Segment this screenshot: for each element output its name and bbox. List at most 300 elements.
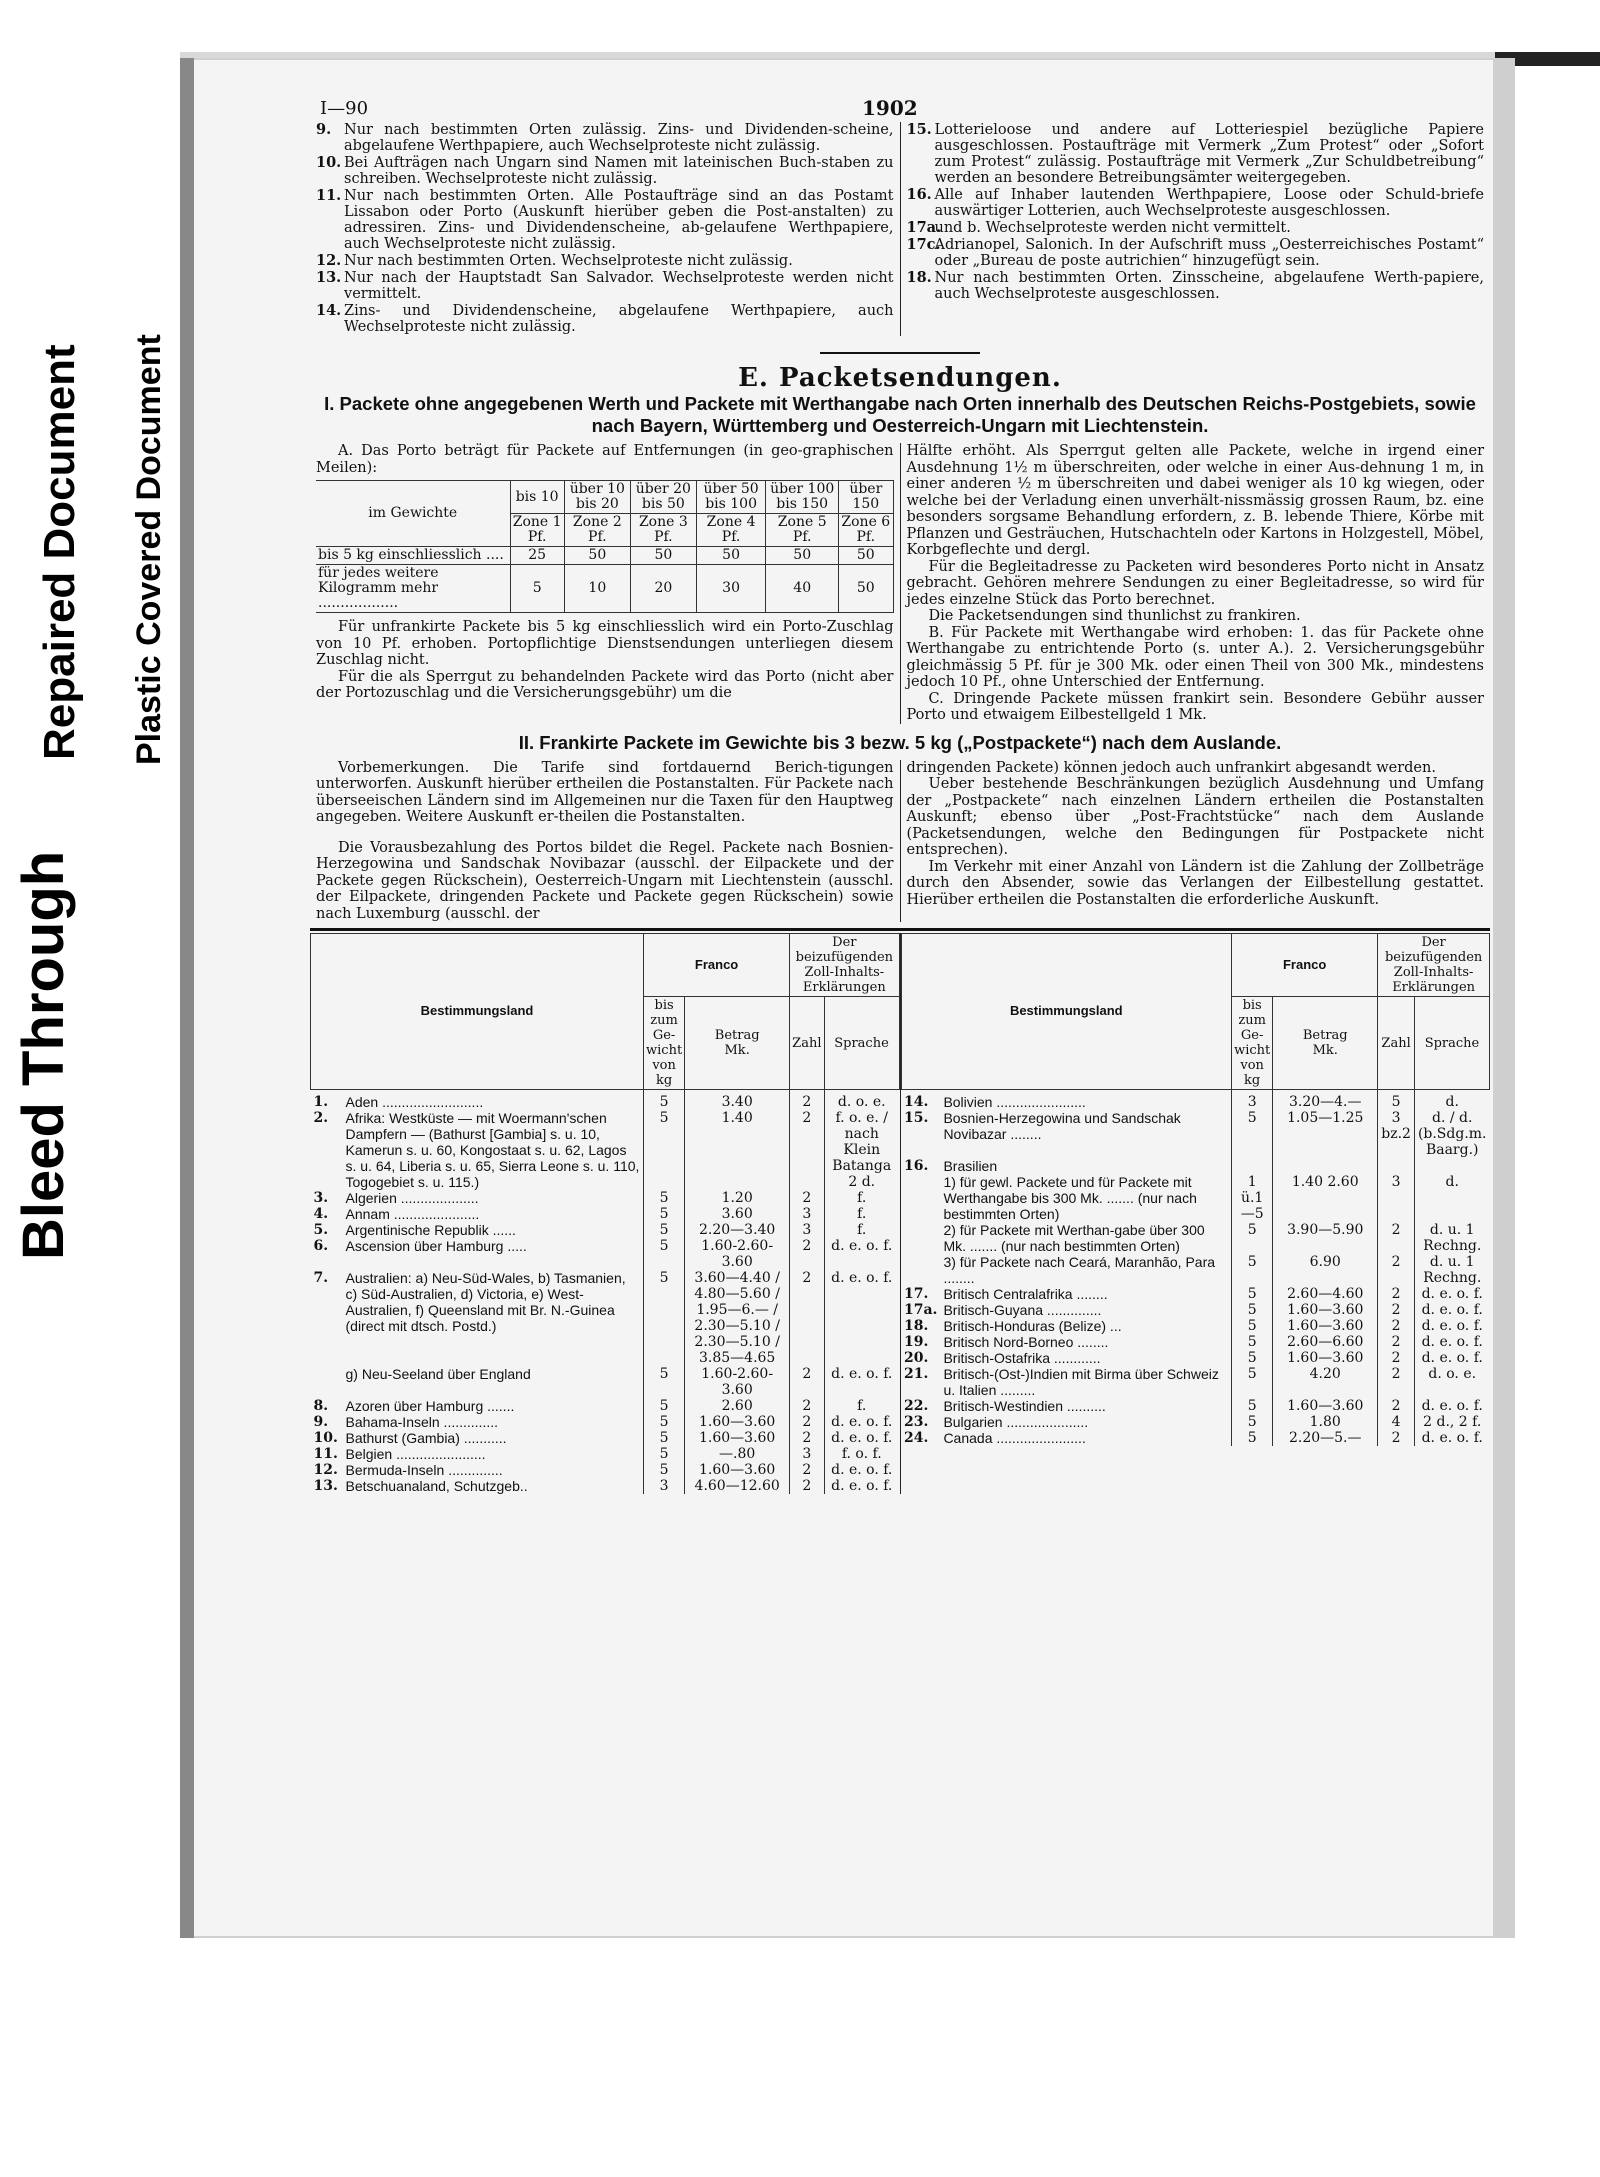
footnote	[907, 187, 1485, 219]
row-number: 16.	[904, 1158, 929, 1174]
col-mk	[1273, 997, 1378, 1090]
table-row	[311, 1090, 900, 1111]
count-cell: 2	[1378, 1222, 1415, 1254]
country-name: Azoren über Hamburg .......	[345, 1398, 515, 1414]
zone-name: Zone 5 Pf.	[766, 514, 839, 547]
paragraph: Für die Begleitadresse zu Packeten wird besonderes Porto nicht in Ansatz gebracht. Gehören mehrere Sendungen zu einer Begleitadresse, so wird für jedes einzelne Stück das Porto berechnet.	[906, 558, 1484, 608]
zone-name: Zone 6 Pf.	[839, 514, 893, 547]
amount-cell: 1.40 2.60	[1273, 1174, 1378, 1222]
zone-cell: 50	[696, 547, 765, 565]
weight-cell: 5	[644, 1398, 685, 1414]
paragraph: dringenden Packete) können jedoch auch unfrankirt abgesandt werden.	[906, 759, 1436, 776]
footnote-text: Nur nach der Hauptstadt San Salvador. Wechselproteste werden nicht vermittelt.	[344, 270, 894, 302]
amount-cell: 3.60—4.40 / 4.80—5.60 / 1.95—6.— / 2.30—5.10 / 2.30—5.10 / 3.85—4.65	[685, 1270, 790, 1366]
table-row	[901, 1334, 1490, 1350]
amount-cell: 1.60—3.60	[685, 1414, 790, 1430]
col-franco: Franco	[1232, 934, 1378, 997]
col-zoll: Der beizufügenden Zoll-Inhalts-Erklärungen	[790, 934, 899, 997]
footnote-text: Bei Aufträgen nach Ungarn sind Namen mit lateinischen Buch-staben zu schreiben. Wechselproteste nicht zulässig.	[344, 155, 894, 187]
col-zahl: Zahl	[790, 997, 824, 1090]
zone-name: Zone 3 Pf.	[630, 514, 696, 547]
country-name: Britisch-Guyana ..............	[943, 1302, 1102, 1318]
side-labels	[0, 0, 175, 1300]
language-cell: d. u. 1 Rechng.	[1414, 1222, 1489, 1254]
table-row	[901, 1318, 1490, 1334]
count-cell: 2	[1378, 1318, 1415, 1334]
row-number: 6.	[313, 1238, 329, 1254]
count-cell: 2	[790, 1414, 824, 1430]
language-cell: d. u. 1 Rechng.	[1414, 1254, 1489, 1286]
language-cell: f. o. f.	[824, 1446, 899, 1462]
row-number: 18.	[904, 1318, 929, 1334]
subsection-1-title: I. Packete ohne angegebenen Werth und Packete mit Werthangabe nach Orten innerhalb des Deutschen Reichs-Postgebiets, sowie nach Bayern, Württemberg und Oesterreich-Ungarn mit Liechtenstein.	[324, 393, 1476, 436]
row-number: 20.	[904, 1350, 929, 1366]
weight-cell: 5	[1232, 1318, 1273, 1334]
col-mk	[685, 997, 790, 1090]
footnote-number: 14.	[316, 302, 342, 319]
language-cell: f.	[824, 1398, 899, 1414]
betrag-label: Betrag	[714, 1028, 760, 1043]
country-name: g) Neu-Seeland über England	[345, 1366, 531, 1382]
count-cell: 2	[1378, 1430, 1415, 1446]
amount-cell: 2.60	[685, 1398, 790, 1414]
row-number: 21.	[904, 1366, 929, 1382]
count-cell: 2	[790, 1398, 824, 1414]
count-cell: 2	[790, 1270, 824, 1366]
mk-label: Mk.	[1312, 1043, 1338, 1058]
row-number: 8.	[313, 1398, 329, 1414]
table-row	[901, 1222, 1490, 1254]
zone-cell: 10	[564, 565, 630, 613]
row-number: 4.	[313, 1206, 329, 1222]
language-cell: d. o. e.	[1414, 1366, 1489, 1398]
row-number: 13.	[313, 1478, 338, 1494]
weight-cell: 5	[644, 1238, 685, 1270]
footnote-text: Nur nach bestimmten Orten. Wechselproteste nicht zulässig.	[344, 253, 793, 269]
amount-cell: 1.40	[685, 1110, 790, 1190]
table-row	[311, 1398, 900, 1414]
table-row	[901, 1350, 1490, 1366]
table-row	[311, 1478, 900, 1494]
zone-name: Zone 1 Pf.	[510, 514, 564, 547]
table-row	[311, 1206, 900, 1222]
amount-cell: 2.20—3.40	[685, 1222, 790, 1238]
footnote-number: 11.	[316, 187, 342, 204]
footnote-text: Nur nach bestimmten Orten zulässig. Zins- und Dividenden-scheine, abgelaufene Werthpapiere, auch Wechselproteste nicht zulässig.	[344, 122, 894, 154]
language-cell: d. e. o. f.	[1414, 1286, 1489, 1302]
country-name: Australien: a) Neu-Süd-Wales, b) Tasmanien, c) Süd-Australien, d) Victoria, e) West-Australien, f) Queensland mit Br. N.-Guinea (direct mit dtsch. Postd.)	[345, 1270, 626, 1334]
table-row	[311, 1366, 900, 1398]
language-cell: d. e. o. f.	[824, 1270, 899, 1366]
zone-cell: 50	[839, 565, 893, 613]
row-number: 7.	[313, 1270, 329, 1286]
row-number: 17a.	[904, 1302, 938, 1318]
footnote-text: Nur nach bestimmten Orten. Zinsscheine, abgelaufene Werth-papiere, auch Wechselproteste ausgeschlossen.	[934, 270, 1484, 302]
table-top-rule	[310, 928, 1490, 931]
count-cell: 2	[790, 1430, 824, 1446]
table-row	[901, 1398, 1490, 1414]
amount-cell: 1.60—3.60	[685, 1430, 790, 1446]
language-cell	[1414, 1158, 1489, 1174]
amount-cell: 3.90—5.90	[1273, 1222, 1378, 1254]
porto-intro: A. Das Porto beträgt für Packete auf Entfernungen (in geo-graphischen Meilen):	[316, 443, 894, 476]
zone-cell: 50	[766, 547, 839, 565]
row-number: 10.	[313, 1430, 338, 1446]
count-cell: 2	[1378, 1254, 1415, 1286]
amount-cell: 6.90	[1273, 1254, 1378, 1286]
weight-cell: 5	[1232, 1254, 1273, 1286]
footnote-number: 9.	[316, 121, 332, 138]
weight-cell: 5	[1232, 1334, 1273, 1350]
weight-cell: 5	[644, 1222, 685, 1238]
country-name: Britisch-Westindien ..........	[943, 1398, 1106, 1414]
mk-label: Mk.	[724, 1043, 750, 1058]
page-number: I—90	[320, 98, 369, 119]
footnote-number: 12.	[316, 252, 342, 269]
count-cell: 2	[790, 1462, 824, 1478]
row-number: 17.	[904, 1286, 929, 1302]
amount-cell: 1.20	[685, 1190, 790, 1206]
country-name: Bolivien .......................	[943, 1094, 1086, 1110]
footnote-number: 10.	[316, 154, 342, 171]
table-row	[311, 1446, 900, 1462]
col-land: Bestimmungsland	[311, 934, 644, 1090]
row-number: 19.	[904, 1334, 929, 1350]
weight-cell: 5	[644, 1414, 685, 1430]
language-cell: d. e. o. f.	[1414, 1398, 1489, 1414]
amount-cell: —.80	[685, 1446, 790, 1462]
footnote-number: 16.	[906, 186, 932, 203]
col-zahl: Zahl	[1378, 997, 1415, 1090]
paragraph: B. Für Packete mit Werthangabe wird erhoben: 1. das für Packete ohne Werthangabe zu entrichtende Porto (s. unter A.). 2. Versicherungsgebühr gleichmässig 5 Pf. für je 300 Mk. oder einen Theil von 300 Mk., mindestens jedoch 10 Pf., ohne Unterschied der Entfernung.	[906, 624, 1484, 690]
country-table	[310, 933, 900, 1494]
country-name: Bulgarien .....................	[943, 1414, 1089, 1430]
table-row	[901, 1254, 1490, 1286]
count-cell: 4	[1378, 1414, 1415, 1430]
footnote-number: 13.	[316, 269, 342, 286]
footnotes	[310, 122, 1490, 336]
language-cell: f. o. e. / nach Klein Batanga 2 d.	[824, 1110, 899, 1190]
paragraph: Hälfte erhöht. Als Sperrgut gelten alle Packete, welche in irgend einer Ausdehnung 1½ m überschreiten, oder welche in einer Aus-dehnung 1 m, in einer anderen ½ m überschreiten und dabei weniger als 10 kg wiegen, oder welche bei der Verladung einen unverhält-nissmässig grossen Raum, bz. eine besonders sorgsame Behandlung erfordern, z. B. lebende Thiere, Körbe mit Pflanzen und Gesträuchen, Hutschachteln oder Kartons in Holzgestell, Möbel, Korbgeflechte und dergl.	[906, 443, 1484, 558]
footnote-text: und b. Wechselproteste werden nicht vermittelt.	[934, 220, 1291, 236]
zone-cell: 50	[630, 547, 696, 565]
table-row	[311, 1430, 900, 1446]
footnote-text: Lotterieloose und andere auf Lotteriespiel bezügliche Papiere ausgeschlossen. Postaufträge mit Vermerk „Zum Protest“ oder „Sofort zum Protest“ zulässig. Postaufträge mit Vermerk „Zur Schuldbetreibung“ werden an besondere Betreibungsämter weitergegeben.	[934, 122, 1484, 186]
weight-cell: 5	[1232, 1414, 1273, 1430]
footnote	[316, 253, 894, 269]
section-2-left	[310, 760, 901, 923]
weight-cell: 5	[1232, 1430, 1273, 1446]
zone-cell: 40	[766, 565, 839, 613]
language-cell: d.	[1414, 1090, 1489, 1111]
zone-cell: 25	[510, 547, 564, 565]
count-cell: 2	[790, 1238, 824, 1270]
language-cell: d. e. o. f.	[1414, 1334, 1489, 1350]
language-cell: d. e. o. f.	[824, 1478, 899, 1494]
row-number: 5.	[313, 1222, 329, 1238]
zone-cell: 50	[839, 547, 893, 565]
language-cell: d. e. o. f.	[824, 1238, 899, 1270]
row-number: 11.	[313, 1446, 338, 1462]
weight-cell: 3	[1232, 1090, 1273, 1111]
row-number: 12.	[313, 1462, 338, 1478]
count-cell: 2	[1378, 1398, 1415, 1414]
weight-cell: 5	[1232, 1366, 1273, 1398]
row-number: 1.	[313, 1094, 329, 1110]
footnote	[907, 270, 1485, 302]
amount-cell: 2.60—4.60	[1273, 1286, 1378, 1302]
section-2-body	[310, 760, 1490, 923]
table-row	[901, 1430, 1490, 1446]
table-row	[311, 1270, 900, 1366]
count-cell: 5	[1378, 1090, 1415, 1111]
amount-cell: 3.40	[685, 1090, 790, 1111]
country-name: Bathurst (Gambia) ...........	[345, 1430, 507, 1446]
table-row	[901, 1090, 1490, 1111]
footnote-text: Zins- und Dividendenscheine, abgelaufene Werthpapiere, auch Wechselproteste nicht zulässig.	[344, 303, 894, 335]
count-cell: 3	[1378, 1174, 1415, 1222]
col-kg: bis zum Ge-wicht von kg	[644, 997, 685, 1090]
row-number: 9.	[313, 1414, 329, 1430]
count-cell: 2	[790, 1366, 824, 1398]
country-name: Aden ..........................	[345, 1094, 484, 1110]
country-name: Britisch Centralafrika ........	[943, 1286, 1108, 1302]
zone-name: Zone 2 Pf.	[564, 514, 630, 547]
weight-cell: 5	[1232, 1110, 1273, 1158]
zone-cell: 20	[630, 565, 696, 613]
amount-cell: 1.60—3.60	[1273, 1302, 1378, 1318]
footnotes-left	[310, 122, 901, 336]
weight-cell: 5	[1232, 1302, 1273, 1318]
country-name: Ascension über Hamburg .....	[345, 1238, 527, 1254]
betrag-label: Betrag	[1302, 1028, 1348, 1043]
page-header	[310, 96, 1490, 122]
table-row	[901, 1414, 1490, 1430]
table-row	[311, 1462, 900, 1478]
amount-cell: 4.60—12.60	[685, 1478, 790, 1494]
bleed-through-label: Bleed Through	[11, 850, 76, 1260]
col-franco: Franco	[644, 934, 790, 997]
col-zoll: Der beizufügenden Zoll-Inhalts-Erklärungen	[1378, 934, 1490, 997]
language-cell: d. o. e.	[824, 1090, 899, 1111]
footnote-text: Alle auf Inhaber lautenden Werthpapiere, Loose oder Schuld-briefe auswärtiger Lotterien, auch Wechselproteste ausgeschlossen.	[934, 187, 1484, 219]
paragraph: Vorbemerkungen. Die Tarife sind fortdauernd Berich-tigungen unterworfen. Auskunft hierüber ertheilen die Postanstalten. Für Packete nach überseeischen Ländern sind im Allgemeinen nur die Taxen für den Hauptweg angegeben. Weitere Auskunft er-theilen die Postanstalten.	[316, 759, 894, 825]
country-name: Britisch-(Ost-)Indien mit Birma über Schweiz u. Italien .........	[943, 1366, 1219, 1398]
table-row	[311, 1190, 900, 1206]
table-row	[901, 1110, 1490, 1158]
count-cell: 2	[1378, 1302, 1415, 1318]
row-number: 3.	[313, 1190, 329, 1206]
zone-head: über 50 bis 100	[696, 481, 765, 514]
country-name: Britisch-Ostafrika ............	[943, 1350, 1101, 1366]
amount-cell: 1.60—3.60	[1273, 1350, 1378, 1366]
table-row	[311, 1222, 900, 1238]
country-name: Bosnien-Herzegowina und Sandschak Novibazar ........	[943, 1110, 1181, 1142]
amount-cell: 1.60—3.60	[1273, 1398, 1378, 1414]
count-cell: 2	[1378, 1334, 1415, 1350]
footnote	[316, 155, 894, 187]
weight-cell: 5	[1232, 1222, 1273, 1254]
footnote-number: 17c.	[906, 236, 941, 253]
country-name: 1) für gewl. Packete und für Packete mit Werthangabe bis 300 Mk. ....... (nur nach bestimmten Orten)	[943, 1174, 1197, 1222]
language-cell: d. / d. (b.Sdg.m. Baarg.)	[1414, 1110, 1489, 1158]
col-sprache: Sprache	[1414, 997, 1489, 1090]
footnote-number: 18.	[906, 269, 932, 286]
amount-cell: 1.60—3.60	[1273, 1318, 1378, 1334]
footnote	[907, 220, 1485, 236]
amount-cell: 4.20	[1273, 1366, 1378, 1398]
weight-cell: 5	[644, 1430, 685, 1446]
table-row	[901, 1174, 1490, 1222]
amount-cell: 1.60-2.60-3.60	[685, 1366, 790, 1398]
zone-head: über 20 bis 50	[630, 481, 696, 514]
document-page	[310, 96, 1490, 1494]
count-cell: 2	[790, 1110, 824, 1190]
country-name: Belgien .......................	[345, 1446, 486, 1462]
language-cell: d. e. o. f.	[1414, 1302, 1489, 1318]
amount-cell: 3.60	[685, 1206, 790, 1222]
zone-cell: 50	[564, 547, 630, 565]
weight-cell: 5	[644, 1206, 685, 1222]
count-cell: 2	[790, 1090, 824, 1111]
col-land: Bestimmungsland	[901, 934, 1232, 1090]
table-row	[901, 1366, 1490, 1398]
count-cell: 3	[790, 1222, 824, 1238]
amount-cell: 1.60-2.60-3.60	[685, 1238, 790, 1270]
weight-cell: 5	[1232, 1286, 1273, 1302]
footnote	[907, 237, 1485, 269]
country-name: Brasilien	[943, 1158, 998, 1174]
paragraph: Im Verkehr mit einer Anzahl von Ländern ist die Zahlung der Zollbeträge durch den Absender, sowie das Verlangen der Eilbestellung gestattet. Hierüber ertheilen die Postanstalten die erforderliche Auskunft.	[906, 858, 1484, 908]
weight-cell: 1 ü.1—5	[1232, 1174, 1273, 1222]
plastic-covered-label: Plastic Covered Document	[130, 334, 168, 765]
zone-name: Zone 4 Pf.	[696, 514, 765, 547]
table-row	[311, 1110, 900, 1190]
amount-cell: 1.80	[1273, 1414, 1378, 1430]
table-row	[901, 1158, 1490, 1174]
country-name: Britisch-Honduras (Belize) ...	[943, 1318, 1122, 1334]
language-cell: d. e. o. f.	[824, 1414, 899, 1430]
country-name: Algerien ....................	[345, 1190, 479, 1206]
row-number	[901, 1254, 940, 1286]
weight-cell	[1232, 1158, 1273, 1174]
footnote-number: 17a.	[906, 219, 942, 236]
separator-rule	[820, 352, 980, 354]
count-cell: 2	[1378, 1366, 1415, 1398]
language-cell: d. e. o. f.	[824, 1462, 899, 1478]
country-name: Canada .......................	[943, 1430, 1086, 1446]
weight-label: im Gewichte	[316, 481, 510, 547]
amount-cell: 2.20—5.—	[1273, 1430, 1378, 1446]
country-tables	[310, 933, 1490, 1494]
row-number	[901, 1174, 940, 1222]
count-cell: 3	[790, 1206, 824, 1222]
footnote	[316, 270, 894, 302]
footnotes-right	[901, 122, 1491, 336]
language-cell: d. e. o. f.	[824, 1366, 899, 1398]
col-kg: bis zum Ge-wicht von kg	[1232, 997, 1273, 1090]
amount-cell: 3.20—4.—	[1273, 1090, 1378, 1111]
row-number	[901, 1222, 940, 1254]
row-number: 22.	[904, 1398, 929, 1414]
paragraph: C. Dringende Packete müssen frankirt sein. Besondere Gebühr ausser Porto und etwaigem Eilbestellgeld 1 Mk.	[906, 690, 1484, 723]
zone-head: über 10 bis 20	[564, 481, 630, 514]
paragraph: Ueber bestehende Beschränkungen bezüglich Ausdehnung und Umfang der „Postpackete“ nach einzelnen Ländern ertheilen die Postanstalten Auskunft; ebenso über „Post-Frachtstücke“ nach dem Auslande (Packetsendungen, welche den Bedingungen für Postpackete nicht entsprechen).	[906, 776, 1484, 858]
section-title: E. Packetsendungen.	[738, 363, 1062, 393]
country-name: Bahama-Inseln ..............	[345, 1414, 499, 1430]
footnote	[316, 188, 894, 252]
language-cell: d. e. o. f.	[1414, 1430, 1489, 1446]
paragraph: Die Vorausbezahlung des Portos bildet die Regel. Packete nach Bosnien-Herzegowina und Sandschak Novibazar (ausschl. der Eilpackete und der Packete gegen Rückschein), Oesterreich-Ungarn mit Liechtenstein (ausschl. der Eilpackete, dringenden Packete und Packete gegen Rückschein) sowie nach Luxemburg (ausschl. der	[316, 839, 894, 922]
country-name: Bermuda-Inseln ..............	[345, 1462, 503, 1478]
section-2-right	[901, 760, 1491, 923]
country-name: Afrika: Westküste — mit Woermann'schen Dampfern — (Bathurst [Gambia] s. u. 10, Kamerun s. u. 60, Kongostaat s. u. 62, Lagos s. u. 64, Liberia s. u. 65, Sierra Leone s. u. 110, Togogebiet s. u. 115.)	[345, 1110, 640, 1190]
table-row	[311, 1414, 900, 1430]
section-1-left	[310, 443, 901, 724]
zone-cell: 30	[696, 565, 765, 613]
weight-cell: 5	[644, 1446, 685, 1462]
row-label: bis 5 kg einschliesslich ....	[316, 547, 510, 565]
zone-cell: 5	[510, 565, 564, 613]
row-number: 15.	[904, 1110, 929, 1126]
table-row	[901, 1302, 1490, 1318]
amount-cell: 1.05—1.25	[1273, 1110, 1378, 1158]
table-row	[311, 1238, 900, 1270]
language-cell: d. e. o. f.	[1414, 1350, 1489, 1366]
footnote-number: 15.	[906, 121, 932, 138]
count-cell: 3	[790, 1446, 824, 1462]
col-sprache: Sprache	[824, 997, 899, 1090]
language-cell: 2 d., 2 f.	[1414, 1414, 1489, 1430]
row-number: 24.	[904, 1430, 929, 1446]
table-row	[901, 1286, 1490, 1302]
row-number: 2.	[313, 1110, 329, 1126]
footnote	[316, 122, 894, 154]
country-name: 3) für Packete nach Ceará, Maranhão, Para ........	[943, 1254, 1216, 1286]
page-year: 1902	[862, 96, 918, 120]
language-cell: d. e. o. f.	[1414, 1318, 1489, 1334]
paragraph: Die Packetsendungen sind thunlichst zu frankiren.	[928, 608, 1301, 624]
footnote-text: Adrianopel, Salonich. In der Aufschrift muss „Oesterreichisches Postamt“ oder „Bureau de poste autrichien“ hinzugefügt sein.	[934, 237, 1484, 269]
zone-head: über 100 bis 150	[766, 481, 839, 514]
subsection-2-title: II. Frankirte Packete im Gewichte bis 3 bezw. 5 kg („Postpackete“) nach dem Auslande.	[518, 731, 1282, 753]
amount-cell	[1273, 1158, 1378, 1174]
weight-cell: 5	[644, 1090, 685, 1111]
count-cell: 3 bz.2	[1378, 1110, 1415, 1158]
row-label: für jedes weitere Kilogramm mehr ..................	[316, 565, 510, 613]
paragraph: Für unfrankirte Packete bis 5 kg einschliesslich wird ein Porto-Zuschlag von 10 Pf. erhoben. Portopflichtige Dienstsendungen unterliegen diesem Zuschlag nicht.	[316, 619, 894, 668]
count-cell: 2	[790, 1190, 824, 1206]
footnote-text: Nur nach bestimmten Orten. Alle Postaufträge sind an das Postamt Lissabon oder Porto (Auskunft hierüber geben die Post-anstalten) zu adressiren. Zins- und Dividendenscheine, ab-gelaufene Werthpapiere, auch Wechselproteste nicht zulässig.	[344, 188, 894, 252]
language-cell: f.	[824, 1190, 899, 1206]
weight-cell: 5	[644, 1366, 685, 1398]
amount-cell: 2.60—6.60	[1273, 1334, 1378, 1350]
country-table	[901, 933, 1491, 1446]
language-cell: f.	[824, 1222, 899, 1238]
country-name: Betschuanaland, Schutzgeb..	[345, 1478, 528, 1494]
row-number: 23.	[904, 1414, 929, 1430]
footnote	[907, 122, 1485, 186]
country-name: Annam ......................	[345, 1206, 480, 1222]
footnote	[316, 303, 894, 335]
language-cell: f.	[824, 1206, 899, 1222]
zone-head: bis 10	[510, 481, 564, 514]
repaired-document-label: Repaired Document	[35, 344, 84, 760]
count-cell: 2	[1378, 1350, 1415, 1366]
weight-cell: 5	[644, 1190, 685, 1206]
weight-cell: 5	[644, 1462, 685, 1478]
weight-cell: 5	[1232, 1350, 1273, 1366]
